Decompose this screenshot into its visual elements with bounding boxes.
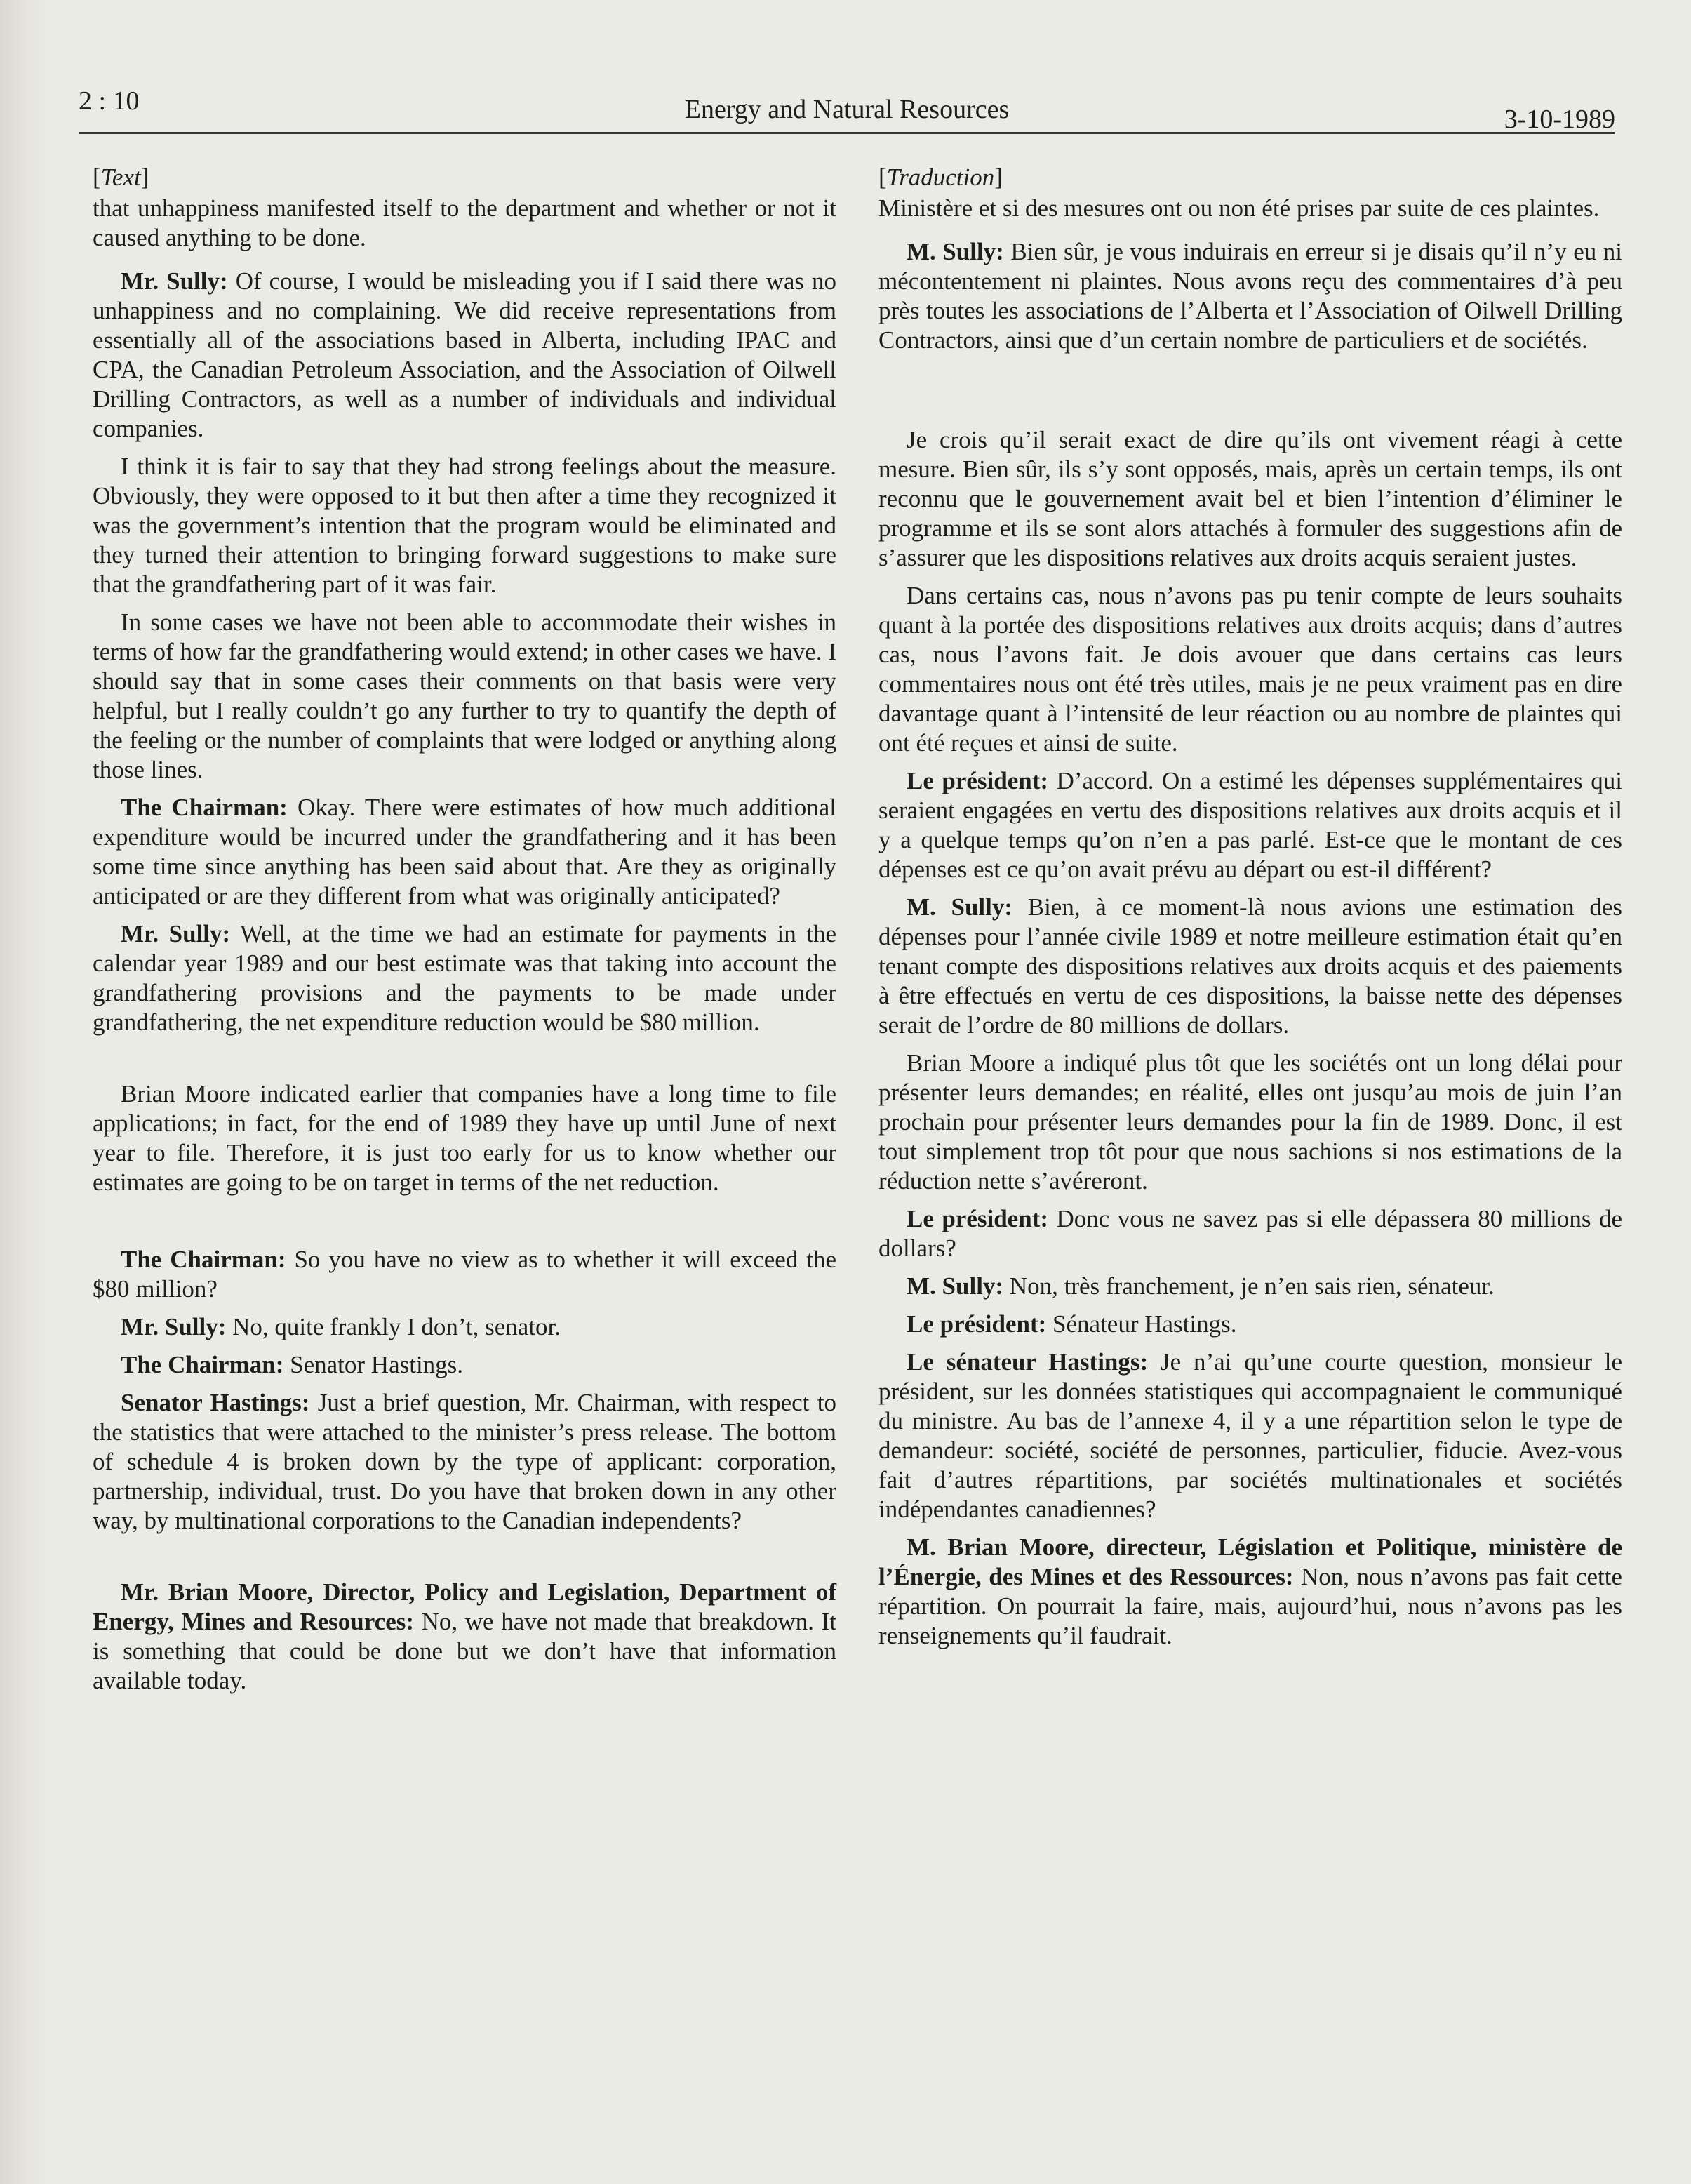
hastings-question [93, 1388, 836, 1536]
paragraph: In some cases we have not been able to accommodate their wishes in terms of how far the grandfathering would extend; in other cases we have. I should say that in some cases their comments on that basis were very helpful, but I really couldn’t go any further to try to quantify the depth of the feeling or the number of complaints that were lodged or anything along those lines. [93, 608, 836, 783]
sully-statement-1 [93, 267, 836, 444]
paragraph: Je crois qu’il serait exact de dire qu’ils ont vivement réagi à cette mesure. Bien sûr, ils s’y sont opposés, mais, après un certain temps, ils ont reconnu que le gouvernement avait bel et bien l’intention d’éliminer le programme et ils se sont alors attachés à formuler des suggestions afin de s’assurer que les dispositions relatives aux droits acquis seraient justes. [878, 426, 1622, 571]
chairman-question-1 [878, 766, 1622, 884]
paragraph: Brian Moore a indiqué plus tôt que les sociétés ont un long délai pour présenter leurs demandes; en réalité, elles ont jusqu’au mois de juin l’an prochain pour présenter leurs demandes pour la fin de 1989. Donc, il est tout simplement trop tôt pour que nous sachions si nos estimations de la réduction nette s’avéreront. [878, 1049, 1622, 1194]
paragraph: Dans certains cas, nous n’avons pas pu tenir compte de leurs souhaits quant à la portée des dispositions relatives aux droits acquis; dans d’autres cas, nous l’avons fait. Je dois avouer que dans certains cas leurs commentaires nous ont été très utiles, mais je ne peux vraiment pas en dire davantage quant à l’intensité de leur réaction ou au nombre de plaintes qui ont été reçues et ainsi de suite. [878, 582, 1622, 757]
speech: Non, nous n’avons pas fait cette répartition. On pourrait la faire, mais, aujourd’hui, nous n’avons pas les renseignements qu’il faudrait. [878, 1563, 1622, 1649]
speaker: The Chairman: [121, 1246, 286, 1273]
sully-answer [93, 1312, 836, 1342]
english-column [93, 163, 836, 1696]
speech: No, we have not made that breakdown. It is something that could be done but we don’t have that information available today. [93, 1608, 836, 1694]
sully-answer [878, 1272, 1622, 1301]
speaker: Mr. Brian Moore, Director, Policy and Legislation, Department of Energy, Mines and Resources: [93, 1578, 836, 1635]
paragraph: I think it is fair to say that they had strong feelings about the measure. Obviously, they were opposed to it but then after a time they recognized it was the government’s intention that the program would be eliminated and they turned their attention to bringing forward suggestions to make sure that the grandfathering part of it was fair. [93, 453, 836, 598]
speech: Well, at the time we had an estimate for payments in the calendar year 1989 and our best estimate was that taking into account the grandfathering provisions and the payments to be made under grandfathering, the net expenditure reduction would be $80 million. [93, 920, 836, 1036]
sully-statement-2 [878, 893, 1622, 1040]
speaker: The Chairman: [121, 794, 288, 821]
chairman-question-1 [93, 793, 836, 911]
speaker: Mr. Sully: [121, 920, 231, 947]
moore-answer [93, 1578, 836, 1696]
translation-label: [ Traduction ] [878, 163, 1622, 192]
speaker: M. Brian Moore, directeur, Législation et Politique, ministère de l’Énergie, des Mines et des Ressources: [878, 1533, 1622, 1590]
speech: D’accord. On a estimé les dépenses supplémentaires qui seraient engagées en vertu des dispositions relatives aux droits acquis et il y a quelque temps qu’on n’en a pas parlé. Est-ce que le montant de ces dépenses est ce qu’on avait prévu au départ ou est-il différent? [878, 767, 1622, 883]
speech: So you have no view as to whether it will exceed the $80 million? [93, 1246, 837, 1303]
speaker: The Chairman: [121, 1351, 284, 1378]
speech: Senator Hastings. [283, 1351, 464, 1378]
speech: Non, très franchement, je n’en sais rien, sénateur. [1003, 1272, 1495, 1300]
speech: Just a brief question, Mr. Chairman, with respect to the statistics that were attached to the minister’s press release. The bottom of schedule 4 is broken down by the type of applicant: corporation, partnership, individual, trust. Do you have that broken down in any other way, by multinational corporations to the Canadian independents? [93, 1389, 836, 1534]
speech: Donc vous ne savez pas si elle dépassera 80 millions de dollars? [878, 1205, 1622, 1262]
speech: Sénateur Hastings. [1046, 1310, 1237, 1338]
running-title: Energy and Natural Resources [684, 95, 1010, 124]
chairman-recognition [878, 1310, 1622, 1339]
page-header [79, 83, 1615, 134]
sitting-date: 3-10-1989 [1504, 105, 1615, 134]
hastings-question [878, 1347, 1622, 1524]
sully-statement-2 [93, 919, 836, 1037]
speaker: Le président: [907, 1310, 1047, 1338]
continuation-paragraph: Ministère et si des mesures ont ou non été prises par suite de ces plaintes. [878, 194, 1600, 222]
speech: Okay. There were estimates of how much additional expenditure would be incurred under the grandfathering and it has been some time since anything has been said about that. Are they as originally anticipated or are they different from what was originally anticipated? [93, 794, 836, 910]
page-edge [0, 0, 51, 2184]
paragraph: Brian Moore indicated earlier that companies have a long time to file applications; in fact, for the end of 1989 they have up until June of next year to file. Therefore, it is just too early for us to know whether our estimates are going to be on target in terms of the net reduction. [93, 1080, 836, 1196]
chairman-question-2 [93, 1245, 836, 1304]
speaker: Mr. Sully: [121, 1313, 227, 1340]
speaker: Mr. Sully: [121, 267, 228, 295]
speaker: M. Sully: [907, 1272, 1004, 1300]
speech: Bien sûr, je vous induirais en erreur si je disais qu’il n’y eu ni mécontentement ni plaintes. Nous avons reçu des commentaires d’à peu près toutes les associations de l’Alberta et l’Association of Oilwell Drilling Contractors, ainsi que d’un certain nombre de particuliers et de sociétés. [878, 238, 1622, 354]
speaker: Senator Hastings: [121, 1389, 310, 1416]
page-number: 2 : 10 [79, 86, 140, 116]
text-label: [ Text ] [93, 163, 836, 192]
speech: No, quite frankly I don’t, senator. [226, 1313, 561, 1340]
speaker: Le président: [907, 1205, 1048, 1232]
french-column [878, 163, 1622, 1651]
moore-answer [878, 1533, 1622, 1651]
continuation-paragraph: that unhappiness manifested itself to the department and whether or not it caused anything to be done. [93, 194, 836, 251]
chairman-question-2 [878, 1204, 1622, 1263]
speaker: M. Sully: [907, 893, 1013, 921]
speaker: Le sénateur Hastings: [907, 1348, 1149, 1376]
speech: Je n’ai qu’une courte question, monsieur le président, sur les données statistiques qui accompagnaient le communiqué du ministre. Au bas de l’annexe 4, il y a une répartition selon le type de demandeur: société, société de personnes, particulier, fiducie. Avez-vous fait d’autres répartitions, par sociétés multinationales et sociétés indépendantes canadiennes? [878, 1348, 1622, 1523]
speech: Bien, à ce moment-là nous avions une estimation des dépenses pour l’année civile 1989 et notre meilleure estimation était qu’en tenant compte des dispositions relatives aux droits acquis et des paiements à être effectués en vertu de ces dispositions, la baisse nette des dépenses serait de l’ordre de 80 millions de dollars. [878, 893, 1622, 1039]
chairman-recognition [93, 1350, 836, 1380]
speech: Of course, I would be misleading you if I said there was no unhappiness and no complaining. We did receive representations from essentially all of the associations based in Alberta, including IPAC and CPA, the Canadian Petroleum Association, and the Association of Oilwell Drilling Contractors, as well as a number of individuals and individual companies. [93, 267, 837, 442]
sully-statement-1 [878, 237, 1622, 355]
speaker: M. Sully: [907, 238, 1004, 265]
speaker: Le président: [907, 767, 1049, 794]
